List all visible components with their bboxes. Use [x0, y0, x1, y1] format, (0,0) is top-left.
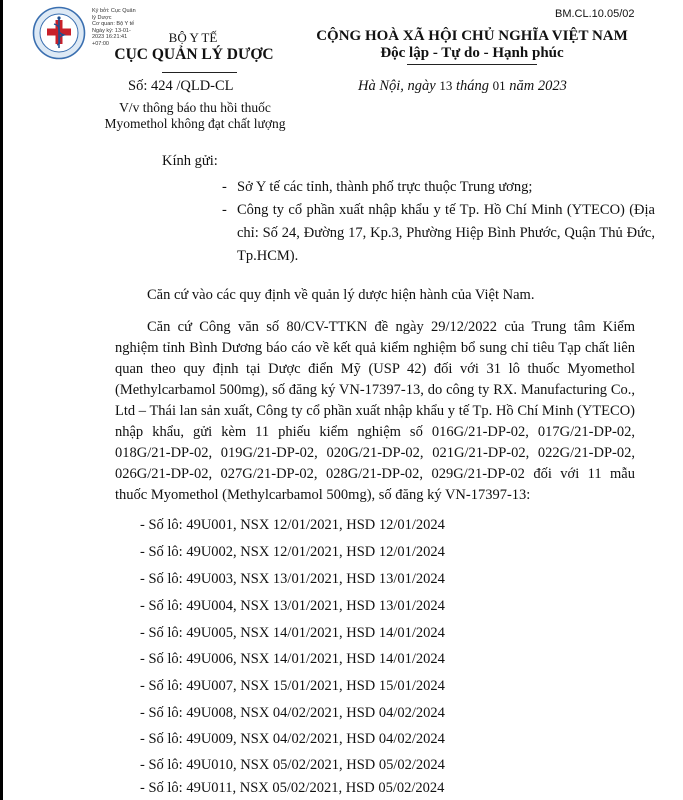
date-month-label: tháng — [455, 78, 490, 94]
signature-line: Ngày ký: 13-01- — [92, 27, 131, 34]
subject-line: Myomethol không đạt chất lượng — [104, 116, 286, 131]
issue-date — [358, 78, 567, 95]
lot-item: - Số lô: 49U002, NSX 12/01/2021, HSD 12/01/2024 — [140, 544, 445, 560]
signature-line: Cơ quan: Bộ Y tế — [92, 21, 135, 28]
lot-item: - Số lô: 49U011, NSX 05/02/2021, HSD 05/02/2024 — [140, 780, 445, 796]
paragraph-text: Căn cứ Công văn số 80/CV-TTKN đề ngày 29/12/2022 của Trung tâm Kiểm nghiệm tỉnh Bình Dương báo cáo về kết quả kiểm nghiệm bổ sung chỉ tiêu Tạp chất liên quan theo quy định tại Dược điển Mỹ (USP 42) đối với 31 lô thuốc Myomethol (Methylcarbamol 500mg), số đăng ký VN-17397-13, do công ty RX. Manufacturing Co., Ltd – Thái lan sản xuất, Công ty cổ phần xuất nhập khẩu y tế Tp. Hồ Chí Minh (YTECO) nhập khẩu, gửi kèm 11 phiếu kiểm nghiệm số 016G/21-DP-02, 017G/21-DP-02, 018G/21-DP-02, 019G/21-DP-02, 020G/21-DP-02, 021G/21-DP-02, 022G/21-DP-02, 026G/21-DP-02, 027G/21-DP-02, 028G/21-DP-02, 029G/21-DP-02 đối với 11 mẫu thuốc Myomethol (Methylcarbamol 500mg), số đăng ký VN-17397-13: — [115, 319, 635, 503]
signature-line: +07:00 — [92, 40, 109, 47]
lot-item: - Số lô: 49U010, NSX 05/02/2021, HSD 05/02/2024 — [140, 757, 445, 773]
recipient-text: Công ty cổ phần xuất nhập khẩu y tế Tp. Hồ Chí Minh (YTECO) (Địa chỉ: Số 24, Đường 17, Kp.3, Phường Hiệp Bình Phước, Quận Thủ Đức, Tp.HCM). — [237, 202, 655, 264]
national-title: CỘNG HOÀ XÃ HỘI CHỦ NGHĨA VIỆT NAM — [316, 28, 628, 44]
document-number — [128, 78, 234, 95]
header-underline-left — [162, 72, 237, 73]
date-year-label: năm — [509, 78, 535, 94]
agency-name: CỤC QUẢN LÝ DƯỢC — [114, 46, 274, 63]
form-code: BM.CL.10.05/02 — [555, 8, 635, 20]
lot-item: - Số lô: 49U008, NSX 04/02/2021, HSD 04/02/2024 — [140, 705, 445, 721]
header-underline-right — [407, 64, 537, 65]
page-edge — [0, 0, 3, 800]
signature-line: 2023 16:21:41 — [92, 34, 128, 41]
signature-line: lý Dược — [92, 14, 112, 21]
lot-item: - Số lô: 49U005, NSX 14/01/2021, HSD 14/01/2024 — [140, 625, 445, 641]
national-motto: Độc lập - Tự do - Hạnh phúc — [380, 45, 564, 61]
recipient-dash: - — [222, 179, 227, 195]
signature-line: Ký bởi: Cục Quản — [92, 8, 136, 14]
recipient-text: Sở Y tế các tỉnh, thành phố trực thuộc Trung ương; — [237, 179, 533, 195]
lot-item: - Số lô: 49U007, NSX 15/01/2021, HSD 15/01/2024 — [140, 678, 445, 694]
number-value: 424 — [150, 78, 173, 94]
ministry-seal-icon — [32, 6, 86, 60]
lot-item: - Số lô: 49U009, NSX 04/02/2021, HSD 04/02/2024 — [140, 731, 445, 747]
recipient-dash: - — [222, 202, 227, 218]
lot-item: - Số lô: 49U001, NSX 12/01/2021, HSD 12/01/2024 — [140, 517, 445, 533]
salutation: Kính gửi: — [162, 153, 218, 169]
document-subject — [80, 100, 310, 132]
number-suffix: /QLD-CL — [176, 78, 234, 94]
lot-item: - Số lô: 49U003, NSX 13/01/2021, HSD 13/01/2024 — [140, 571, 445, 587]
subject-line: V/v thông báo thu hồi thuốc — [119, 100, 271, 115]
paragraph-test-report — [115, 317, 635, 506]
date-year: 2023 — [537, 78, 567, 94]
paragraph-legal-basis: Căn cứ vào các quy định về quản lý dược hiện hành của Việt Nam. — [147, 287, 535, 303]
number-label: Số: — [128, 78, 148, 94]
date-day: 13 — [439, 78, 453, 93]
lot-item: - Số lô: 49U006, NSX 14/01/2021, HSD 14/01/2024 — [140, 651, 445, 667]
ministry-name: BỘ Y TẾ — [168, 30, 218, 45]
date-month: 01 — [492, 78, 506, 93]
date-place: Hà Nội, ngày — [358, 78, 436, 94]
lot-item: - Số lô: 49U004, NSX 13/01/2021, HSD 13/01/2024 — [140, 598, 445, 614]
